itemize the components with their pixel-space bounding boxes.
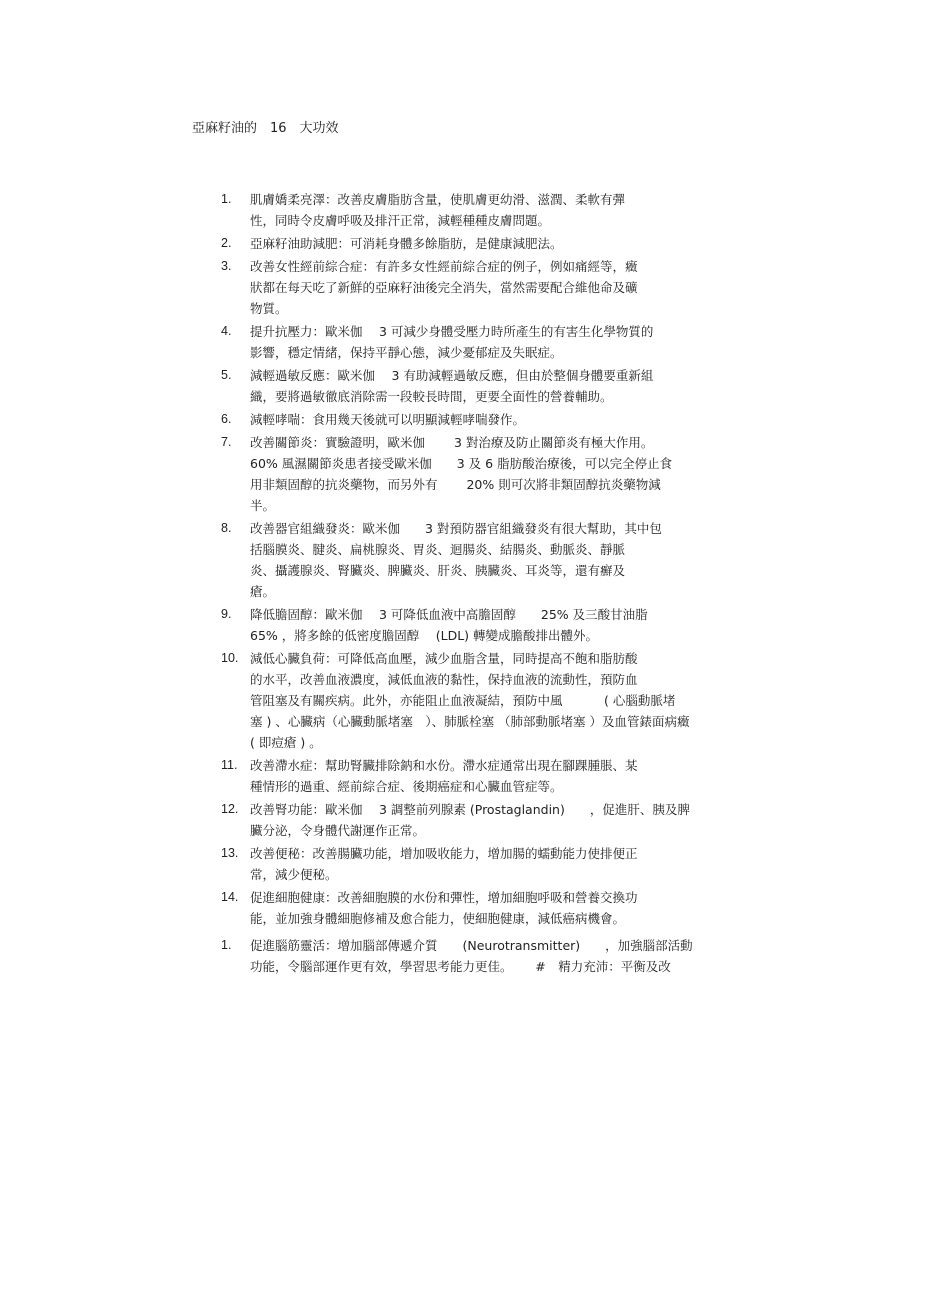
item-text: 促進腦筋靈活：增加腦部傳遞介質 (Neurotransmitter) ，加強腦部活動 功能，令腦部運作更有效，學習思考能力更佳。 # 精力充沛：平衡及改 [250, 938, 693, 974]
list-item [221, 843, 761, 885]
item-text: 改善器官組織發炎：歐米伽 3 對預防器官組織發炎有很大幫助，其中包 括腦膜炎、腱炎、扁桃腺炎、胃炎、迴腸炎、結腸炎、動脈炎、靜脈 炎、攝護腺炎、腎臟炎、脾臟炎、肝炎、胰臟炎、耳炎等，還有癬及 瘡。 [250, 521, 662, 599]
item-text: 減輕哮喘：食用幾天後就可以明顯減輕哮喘發作。 [250, 412, 526, 427]
item-text: 降低膽固醇：歐米伽 3 可降低血液中高膽固醇 25% 及三酸甘油脂 65% ，將多餘的低密度膽固醇 (LDL) 轉變成膽酸排出體外。 [250, 607, 648, 643]
item-number: 13. [221, 846, 239, 860]
item-text: 亞麻籽油助減肥：可消耗身體多餘脂肪，是健康減肥法。 [250, 236, 563, 251]
item-text: 改善女性經前綜合症：有許多女性經前綜合症的例子，例如痛經等，癥 狀都在每天吃了新鮮的亞麻籽油後完全消失，當然需要配合維他命及礦 物質。 [250, 259, 638, 316]
item-text: 減低心臟負荷：可降低高血壓，減少血脂含量，同時提高不飽和脂肪酸 的水平，改善血液濃度，減低血液的黏性，保持血液的流動性，預防血 管阻塞及有關疾病。此外，亦能阻止血液凝結，預防中風 ( 心腦動脈堵 塞 ) 、心臟病（心臟動脈堵塞 ）、肺脈栓塞 （肺部動脈堵塞 ）及血管錶面病癥 ( 即痘瘡 ) 。 [250, 651, 690, 750]
list-item [221, 256, 761, 319]
list-item [221, 189, 761, 231]
benefits-list [221, 189, 761, 931]
item-number: 8. [221, 521, 232, 535]
extra-benefits-list [221, 935, 761, 979]
item-number: 1. [221, 938, 232, 952]
list-item [221, 935, 761, 977]
list-item [221, 518, 761, 602]
document-title: 亞麻籽油的 16 大功效 [192, 121, 339, 136]
list-item [221, 799, 761, 841]
list-item [221, 648, 761, 753]
item-text: 減輕過敏反應：歐米伽 3 有助減輕過敏反應，但由於整個身體要重新組 織，要將過敏徹底消除需一段較長時間，更要全面性的營養輔助。 [250, 368, 654, 404]
item-number: 12. [221, 802, 239, 816]
item-number: 9. [221, 607, 232, 621]
item-number: 6. [221, 412, 232, 426]
item-number: 5. [221, 368, 232, 382]
item-number: 10. [221, 651, 239, 665]
list-item [221, 755, 761, 797]
item-number: 7. [221, 435, 232, 449]
item-number: 11. [221, 758, 238, 772]
list-item [221, 365, 761, 407]
list-item [221, 409, 761, 430]
item-number: 14. [221, 890, 239, 904]
item-number: 3. [221, 259, 232, 273]
item-text: 改善關節炎：實驗證明，歐米伽 3 對治療及防止關節炎有極大作用。 60% 風濕關節炎患者接受歐米伽 3 及 6 脂肪酸治療後，可以完全停止食 用非類固醇的抗炎藥物，而另外有 20% 則可次將非類固醇抗炎藥物減 半。 [250, 435, 673, 513]
item-text: 提升抗壓力：歐米伽 3 可減少身體受壓力時所產生的有害生化學物質的 影響，穩定情緒，保持平靜心態，減少憂郁症及失眠症。 [250, 324, 654, 360]
item-number: 1. [221, 192, 232, 206]
item-text: 改善便秘：改善腸臟功能，增加吸收能力，增加腸的蠕動能力使排便正 常，減少便秘。 [250, 846, 638, 882]
item-number: 4. [221, 324, 232, 338]
item-text: 促進細胞健康：改善細胞膜的水份和彈性，增加細胞呼吸和營養交換功 能，並加強身體細胞修補及愈合能力，使細胞健康，減低癌病機會。 [250, 890, 638, 926]
item-number: 2. [221, 236, 232, 250]
list-item [221, 604, 761, 646]
item-text: 改善腎功能：歐米伽 3 調整前列腺素 (Prostaglandin) ，促進肝、胰及脾 臟分泌，令身體代謝運作正常。 [250, 802, 690, 838]
list-item [221, 432, 761, 516]
item-text: 改善滯水症：幫助腎臟排除鈉和水份。滯水症通常出現在腳踝腫脹、某 種情形的過重、經前綜合症、後期癌症和心臟血管症等。 [250, 758, 638, 794]
item-text: 肌膚嬌柔亮澤：改善皮膚脂肪含量，使肌膚更幼滑、滋潤、柔軟有彈 性，同時令皮膚呼吸及排汗正常，減輕種種皮膚問題。 [250, 192, 626, 228]
list-item [221, 233, 761, 254]
list-item [221, 321, 761, 363]
list-item [221, 887, 761, 929]
